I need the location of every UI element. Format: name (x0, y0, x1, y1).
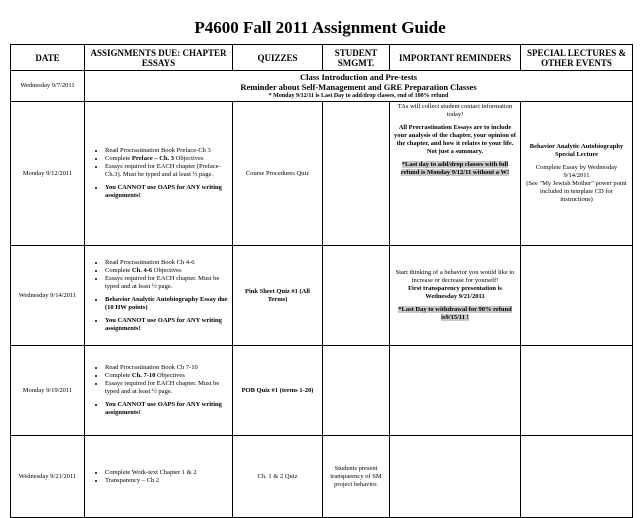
list-item: • Essays required for EACH chapter (Preface-Ch.3). Must be typed and at least ½ page. (105, 163, 230, 179)
assignments-cell (85, 246, 233, 346)
quiz-cell: Pink Sheet Quiz #1 (All Terms) (233, 246, 323, 346)
intro-line-2: Reminder about Self-Management and GRE Preparation Classes (240, 82, 477, 92)
reminder-text: All Procrastination Essays are to include your analysis of the chapter, your opinion of the chapter, and how it relates to your life. Not just a summary. (394, 124, 516, 155)
assignments-cell (85, 346, 233, 436)
table-row (11, 71, 633, 102)
header-date: DATE (11, 45, 85, 71)
row-date: Wednesday 9/14/2011 (11, 246, 85, 346)
lectures-cell (521, 436, 633, 518)
row-date: Monday 9/12/2011 (11, 102, 85, 246)
student-cell (323, 346, 390, 436)
list-item: • Essays required for EACH chapter. Must be typed and at least ½ page. (105, 275, 230, 291)
list-item: • Behavior Analytic Autobiography Essay due (10 HW points) (105, 296, 230, 312)
reminders-cell (390, 346, 521, 436)
row-date: Wednesday 9/7/2011 (11, 71, 85, 102)
assignment-table (10, 44, 633, 518)
page-title: P4600 Fall 2011 Assignment Guide (194, 18, 446, 37)
list-item: • You CANNOT use OAPS for ANY writing assignments! (105, 317, 230, 333)
header-assignments: ASSIGNMENTS DUE: CHAPTER ESSAYS (85, 45, 233, 71)
quiz-cell: Ch. 1 & 2 Quiz (233, 436, 323, 518)
header-reminders: IMPORTANT REMINDERS (390, 45, 521, 71)
intro-line-1: Class Introduction and Pre-tests (299, 72, 418, 82)
lecture-text: (See "My Jewish Mother" power point included in template CD for instructions) (526, 180, 627, 203)
list-item: • Read Procrastination Book Preface-Ch 3 (105, 147, 230, 155)
lectures-cell (521, 246, 633, 346)
list-item: • Read Procrastination Book Ch 4-6 (105, 259, 230, 267)
reminder-text: First transparency presentation is Wednesday 9/21/2011 (408, 285, 502, 300)
header-student: STUDENT SMGMT. (323, 45, 390, 71)
list-item: • Transparency – Ch 2 (105, 477, 230, 485)
assignments-cell (85, 102, 233, 246)
list-item: • Read Procrastination Book Ch 7-10 (105, 364, 230, 372)
row-date: Monday 9/19/2011 (11, 346, 85, 436)
student-cell (323, 102, 390, 246)
header-lectures: SPECIAL LECTURES & OTHER EVENTS (521, 45, 633, 71)
assignments-cell (85, 436, 233, 518)
intro-cell (85, 71, 633, 102)
header-quizzes: QUIZZES (233, 45, 323, 71)
lecture-text: Complete Essay by Wednesday 9/14/2011 (535, 164, 618, 179)
reminder-highlight: *Last Day to withdrawal for 90% refund is9/15/11 ! (398, 306, 512, 321)
list-item: • You CANNOT use OAPS for ANY writing assignments! (105, 401, 230, 417)
reminders-cell (390, 102, 521, 246)
list-item: • Complete Ch. 7-10 Objectives (105, 372, 230, 380)
reminder-text: Start thinking of a behavior you would like to increase or decrease for yourself! (395, 269, 515, 284)
student-cell: Students present transparency of SM project behavior. (323, 436, 390, 518)
quiz-cell: Course Procedures Quiz (233, 102, 323, 246)
reminder-text: TAs will collect student contact information today! (397, 103, 513, 118)
table-row (11, 346, 633, 436)
list-item: • Essays required for EACH chapter. Must be typed and at least ½ page. (105, 380, 230, 396)
row-date: Wednesday 9/21/2011 (11, 436, 85, 518)
lectures-cell (521, 102, 633, 246)
reminders-cell (390, 436, 521, 518)
list-item: • Complete Work-text Chapter 1 & 2 (105, 469, 230, 477)
reminders-cell (390, 246, 521, 346)
table-row (11, 436, 633, 518)
list-item: • Complete Ch. 4-6 Objectives (105, 267, 230, 275)
table-row (11, 246, 633, 346)
reminder-highlight: *Last day to add/drop classes with full refund is Monday 9/12/11 without a W! (400, 161, 510, 176)
intro-line-3: * Monday 9/12/11 is Last Day to add/drop classes, end of 100% refund (268, 93, 449, 99)
student-cell (323, 246, 390, 346)
list-item: • You CANNOT use OAPS for ANY writing assignments! (105, 184, 230, 200)
lectures-cell (521, 346, 633, 436)
quiz-cell: POB Quiz #1 (terms 1-20) (233, 346, 323, 436)
list-item: • Complete Preface – Ch. 3 Objectives (105, 155, 230, 163)
header-row (11, 45, 633, 71)
lecture-title: Behavior Analytic Autobiography Special Lecture (529, 143, 624, 158)
table-row (11, 102, 633, 246)
